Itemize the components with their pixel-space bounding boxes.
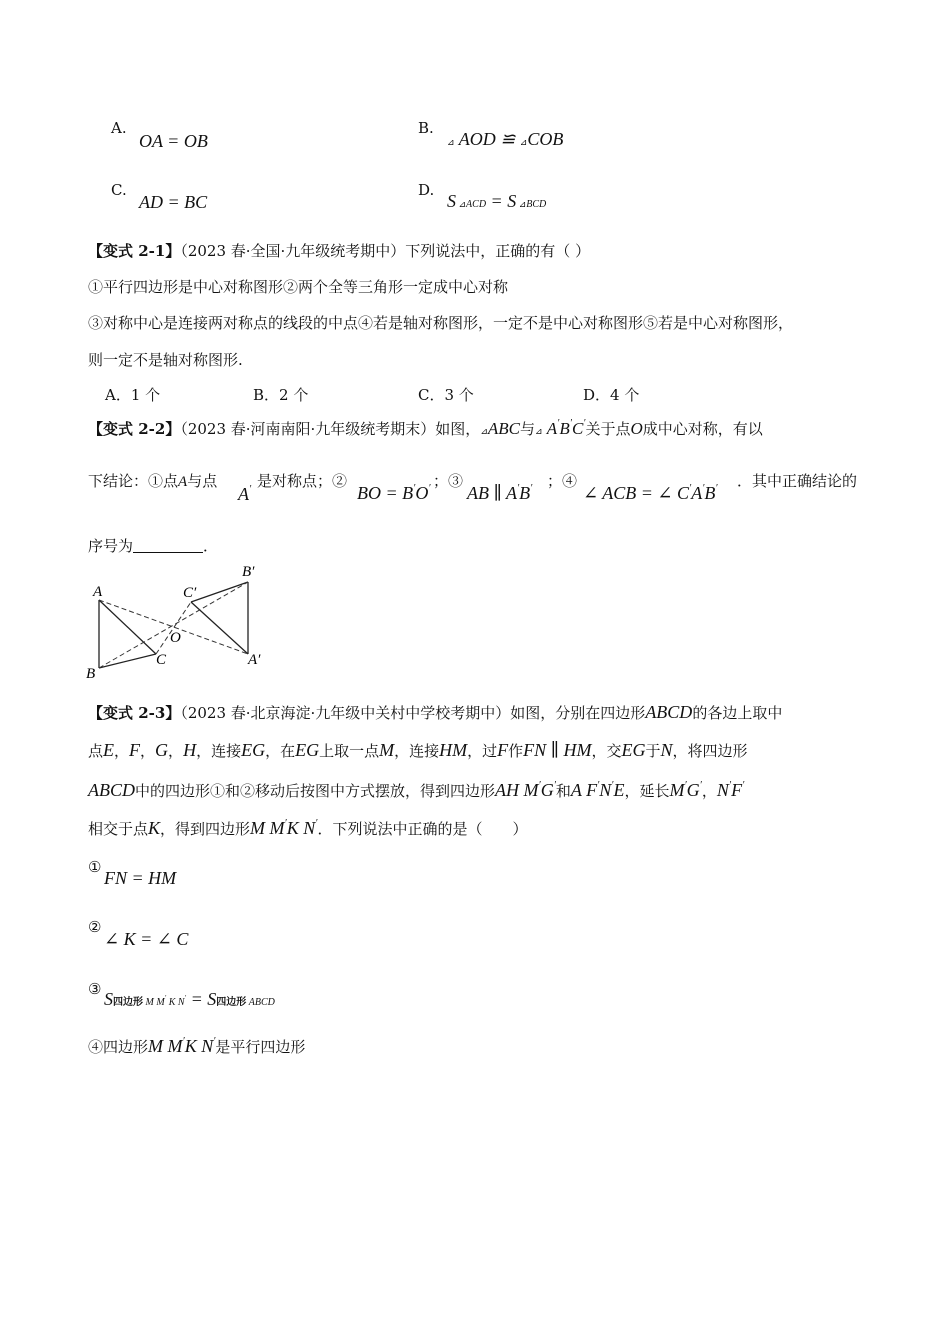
v21-line3: 则一定不是轴对称图形. <box>88 351 243 369</box>
v23-item3-num: ③ <box>88 980 102 998</box>
v23-item4: ④四边形M M′K N′是平行四边形 <box>88 1036 306 1056</box>
label-c: C <box>156 652 167 668</box>
v23-l3d: ， <box>701 782 717 800</box>
v22-line2: 下结论：①点A与点 <box>88 472 218 490</box>
v23-line4: 相交于点K，得到四边形M M′K N′．下列说法中正确的是（ ） <box>88 818 528 838</box>
v22-point-a-prime: A′ <box>238 484 252 504</box>
label-b-prime: B′ <box>242 564 255 580</box>
option-b-expr: ⊿ AOD ≌ ⊿COB <box>447 129 564 149</box>
option-d <box>418 181 434 199</box>
v22-expr2: BO = B′O′ <box>357 483 431 503</box>
item3-sub2: 四边形 <box>216 997 247 1008</box>
item3-sub1: 四边形 <box>113 997 143 1008</box>
v21-choice-a: A．1 个 <box>105 386 161 404</box>
option-c-letter: C. <box>111 181 127 199</box>
v22-tag: 【变式 2-2】 <box>88 420 181 438</box>
option-b-letter: B. <box>418 119 434 137</box>
v23-l3c: ，延长 <box>624 782 670 800</box>
v23-tag: 【变式 2-3】 <box>88 704 181 722</box>
option-a-expr: OA = OB <box>139 131 208 151</box>
v22-expr3: AB ∥ A′B′ <box>467 483 533 503</box>
v23-item3-expr: S四边形 M M′ K N′ = S四边形 ABCD <box>104 989 275 1009</box>
v22-l2b: 与点 <box>187 472 218 490</box>
label-a-prime: A′ <box>248 652 261 668</box>
v23-l2b: ，连接 <box>196 742 242 760</box>
v22-l2c: 是对称点；② <box>257 472 348 490</box>
v22-mid1: 与 <box>519 420 535 438</box>
v21-line1: ①平行四边形是中心对称图形②两个全等三角形一定成中心对称 <box>88 278 509 296</box>
v23-l3a: 中的四边形①和②移动后按图中方式摆放，得到四边形 <box>135 782 496 800</box>
v21-choice-b: B．2 个 <box>253 386 309 404</box>
v21-source: （2023 春·全国·九年级统考期中）下列说法中，正确的有（ ） <box>180 242 591 260</box>
v22-tail1: 成中心对称，有以 <box>642 420 763 438</box>
answer-blank[interactable] <box>133 538 203 553</box>
v23-l4c: ．下列说法中正确的是（ ） <box>317 820 528 838</box>
v23-l2d: 上取一点 <box>319 742 380 760</box>
v23-l2a: 点 <box>88 742 104 760</box>
v23-source: （2023 春·北京海淀·九年级中关村中学校考期中）如图，分别在四边形 <box>180 704 646 722</box>
label-o: O <box>170 630 181 646</box>
v23-item1-expr: FN = HM <box>104 868 177 888</box>
v23-l2f: ，过 <box>467 742 498 760</box>
v21-choice-c: C．3 个 <box>418 386 474 404</box>
v23-line3: ABCD中的四边形①和②移动后按图中方式摆放，得到四边形AH M′G′和A F′N′E，延长M′G′，N′F′ <box>88 780 745 800</box>
v23-line1: 【变式 2-3】（2023 春·北京海淀·九年级中关村中学校考期中）如图，分别在四边形ABCD的各边上取中 <box>88 702 783 722</box>
v23-l4a: 相交于点 <box>88 820 149 838</box>
v23-item2-num: ② <box>88 918 102 936</box>
v22-l3end: ． <box>203 537 219 555</box>
v21-tag: 【变式 2-1】 <box>88 242 181 260</box>
v23-l4b: ，得到四边形 <box>160 820 251 838</box>
v23-l2j: ，将四边形 <box>672 742 748 760</box>
option-d-letter: D. <box>418 181 435 199</box>
v22-source: （2023 春·河南南阳·九年级统考期末）如图， <box>180 420 481 438</box>
v22-line3 <box>88 535 218 556</box>
v23-item1-num: ① <box>88 858 102 876</box>
v22-l2e: ；④ <box>547 472 578 490</box>
v21-line0 <box>88 240 590 261</box>
v23-line2: 点E，F，G，H，连接EG，在EG上取一点M，连接HM，过F作FN ∥ HM，交EG于N，将四边形 <box>88 740 748 760</box>
option-c <box>111 181 127 199</box>
v22-l2f: ．其中正确结论的 <box>737 472 858 490</box>
label-a: A <box>93 584 103 600</box>
option-c-expr: AD = BC <box>139 192 208 212</box>
v23-l3b: 和 <box>555 782 571 800</box>
v23-item2-expr: ∠ K = ∠ C <box>104 929 189 949</box>
option-b <box>418 119 434 137</box>
v23-l2c: ，在 <box>265 742 296 760</box>
label-b: B <box>86 666 96 682</box>
label-c-prime: C′ <box>183 585 197 601</box>
option-a-letter: A. <box>111 119 127 137</box>
v22-l2d: ；③ <box>433 472 464 490</box>
v22-l2a: 下结论：①点 <box>88 472 179 490</box>
v22-l3: 序号为 <box>88 537 134 555</box>
v23-l2i: 于 <box>645 742 661 760</box>
option-a <box>111 119 127 137</box>
v21-line2: ③对称中心是连接两对称点的线段的中点④若是轴对称图形，一定不是中心对称图形⑤若是中心对称图形， <box>88 314 794 332</box>
v21-choice-d: D．4 个 <box>583 386 640 404</box>
v23-tail1: 的各边上取中 <box>692 704 783 722</box>
v23-item4-num: ④ <box>88 1038 104 1056</box>
v23-l2h: ，交 <box>591 742 622 760</box>
v23-l2g: 作 <box>508 742 524 760</box>
v22-expr4: ∠ ACB = ∠ C′A′B′ <box>583 483 718 503</box>
v23-item4-prefix: 四边形 <box>103 1038 149 1056</box>
v23-l2e: ，连接 <box>394 742 440 760</box>
v23-item4-text: 是平行四边形 <box>215 1038 306 1056</box>
option-d-expr: S ⊿ACD = S ⊿BCD <box>447 191 547 211</box>
symmetry-figure <box>84 560 274 684</box>
v22-line1: 【变式 2-2】（2023 春·河南南阳·九年级统考期末）如图，⊿ABC与⊿ A′B′C′关于点O成中心对称，有以 <box>88 418 763 438</box>
v22-mid2: 关于点 <box>585 420 631 438</box>
